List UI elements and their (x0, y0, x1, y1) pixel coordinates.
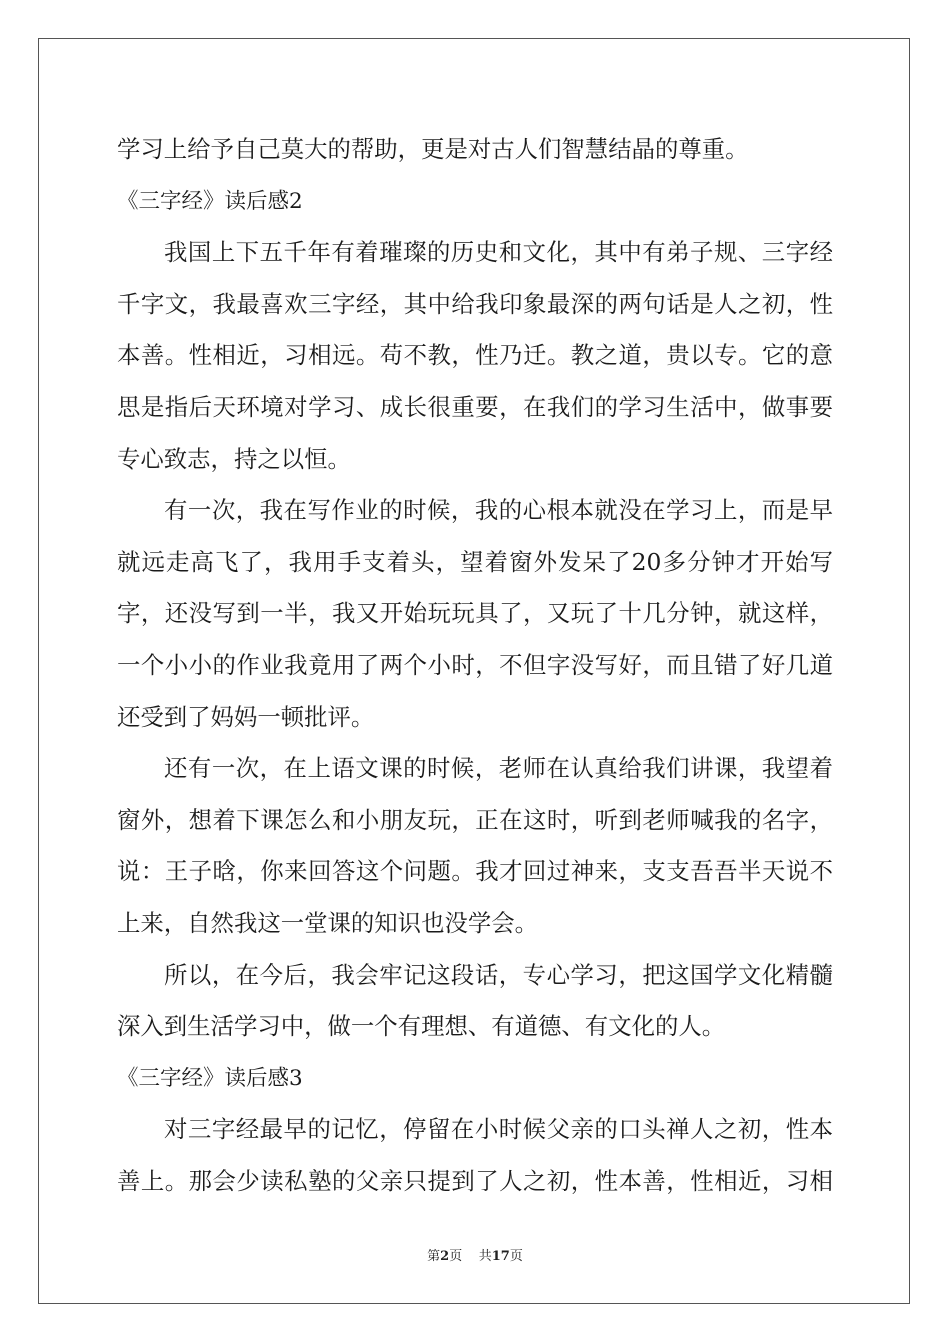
text-line: 字，还没写到一半，我又开始玩玩具了，又玩了十几分钟，就这样， (117, 599, 833, 628)
text-line: 学习上给予自己莫大的帮助，更是对古人们智慧结晶的尊重。 (117, 135, 749, 163)
text-line: 思是指后天环境对学习、成长很重要，在我们的学习生活中，做事要 (117, 392, 833, 421)
section-heading: 《三字经》读后感2 (117, 188, 303, 214)
text-line: 窗外，想着下课怎么和小朋友玩，正在这时，听到老师喊我的名字， (117, 805, 833, 834)
text-line: 专心致志，持之以恒。 (117, 444, 351, 473)
text-line: 上来，自然我这一堂课的知识也没学会。 (117, 908, 539, 937)
text-line: 就远走高飞了，我用手支着头，望着窗外发呆了20多分钟才开始写 (117, 547, 833, 576)
page-label-suffix: 页 (449, 1249, 463, 1264)
text-line: 说：王子晗，你来回答这个问题。我才回过神来，支支吾吾半天说不 (117, 857, 833, 886)
text-line: 有一次，我在写作业的时候，我的心根本就没在学习上，而是早 (164, 496, 833, 525)
text-line: 所以，在今后，我会牢记这段话，专心学习，把这国学文化精髓 (164, 960, 833, 989)
document-body (117, 124, 833, 1207)
text-line: 我国上下五千年有着璀璨的历史和文化，其中有弟子规、三字经 (164, 238, 833, 267)
text-line: 千字文，我最喜欢三字经，其中给我印象最深的两句话是人之初，性 (117, 289, 833, 318)
total-label-suffix: 页 (509, 1249, 523, 1264)
text-line: 对三字经最早的记忆，停留在小时候父亲的口头禅人之初，性本 (164, 1115, 833, 1144)
text-line: 本善。性相近，习相远。苟不教，性乃迁。教之道，贵以专。它的意 (117, 341, 833, 370)
text-line: 深入到生活学习中，做一个有理想、有道德、有文化的人。 (117, 1012, 726, 1041)
text-line: 还受到了妈妈一顿批评。 (117, 702, 375, 731)
page-footer (0, 1245, 950, 1264)
total-pages: 17 (491, 1249, 510, 1264)
total-label-prefix: 共 (478, 1249, 492, 1264)
page-label-prefix: 第 (427, 1249, 441, 1264)
text-line: 善上。那会少读私塾的父亲只提到了人之初，性本善，性相近，习相 (117, 1166, 833, 1195)
section-heading: 《三字经》读后感3 (117, 1065, 303, 1091)
text-line: 一个小小的作业我竟用了两个小时，不但字没写好，而且错了好几道 (117, 650, 833, 679)
page-number: 2 (440, 1249, 450, 1264)
text-line: 还有一次，在上语文课的时候，老师在认真给我们讲课，我望着 (164, 754, 833, 783)
